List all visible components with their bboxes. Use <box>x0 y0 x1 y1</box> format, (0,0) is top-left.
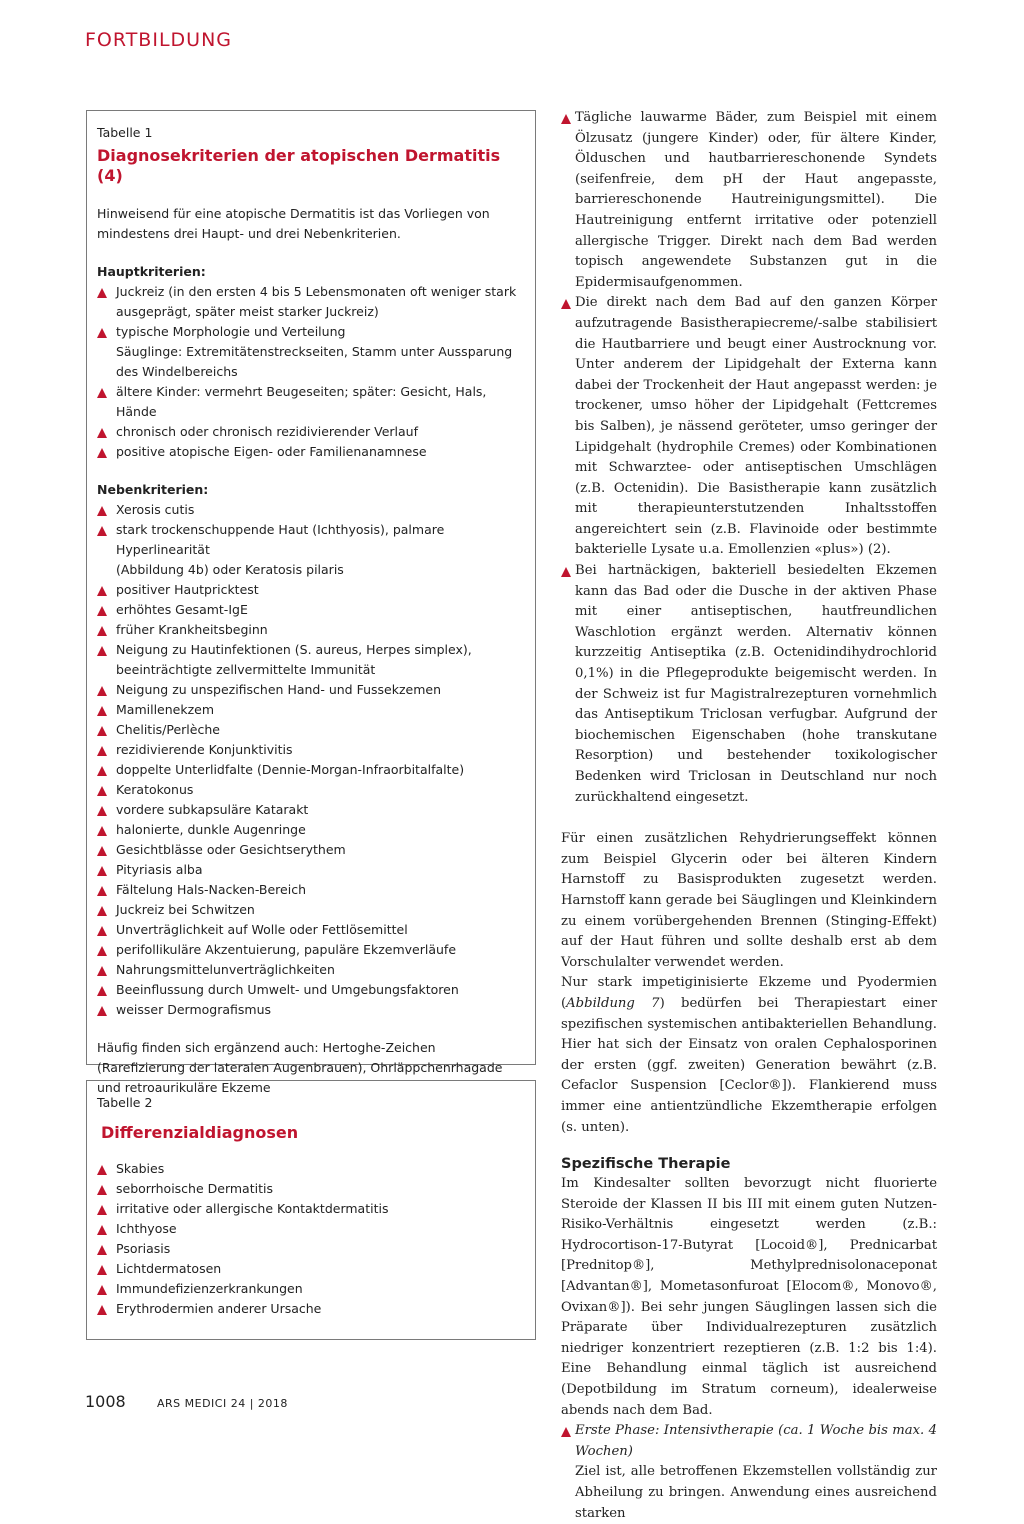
table-1-box <box>86 110 536 1095</box>
triangle-bullet-icon <box>97 866 107 876</box>
triangle-bullet-icon <box>97 388 107 398</box>
list-item: Erythrodermien anderer Ursache <box>97 1299 523 1319</box>
triangle-bullet-icon <box>97 526 107 536</box>
list-item: doppelte Unterlidfalte (Dennie-Morgan-Infraorbitalfalte) <box>97 760 523 780</box>
triangle-bullet-icon <box>561 567 571 577</box>
triangle-bullet-icon <box>97 966 107 976</box>
triangle-bullet-icon <box>97 428 107 438</box>
table-1-footnote: Häufig finden sich ergänzend auch: Hertoghe-Zeichen (Rarefizierung der lateralen Augenbrauen), Ohrläppchenrhagade und retroaurikuläre Ekzeme <box>97 1040 503 1095</box>
figure-reference: Abbildung 7 <box>566 995 660 1011</box>
list-item: Immundefizienzerkrankungen <box>97 1279 523 1299</box>
list-item: Pityriasis alba <box>97 860 523 880</box>
triangle-bullet-icon <box>97 1305 107 1315</box>
list-item: weisser Dermografismus <box>97 1000 523 1020</box>
triangle-bullet-icon <box>97 606 107 616</box>
triangle-bullet-icon <box>97 906 107 916</box>
triangle-bullet-icon <box>561 299 571 309</box>
list-item: positiver Hautpricktest <box>97 580 523 600</box>
triangle-bullet-icon <box>97 288 107 298</box>
triangle-bullet-icon <box>97 448 107 458</box>
triangle-bullet-icon <box>97 726 107 736</box>
table-2-box <box>86 1080 536 1340</box>
table-1-label: Tabelle 1 <box>97 125 153 140</box>
list-item: rezidivierende Konjunktivitis <box>97 740 523 760</box>
triangle-bullet-icon <box>97 706 107 716</box>
triangle-bullet-icon <box>97 1265 107 1275</box>
section-header: FORTBILDUNG <box>85 29 233 51</box>
triangle-bullet-icon <box>97 806 107 816</box>
body-paragraph: Für einen zusätzlichen Rehydrierungseffekt können zum Beispiel Glycerin oder bei älteren Kindern Harnstoff zu Basisprodukten zugesetzt werden. Harnstoff kann gerade bei Säuglingen und Kleinkindern zu einem vorübergehenden Brennen (Stinging-Effekt) auf der Haut führen und sollte deshalb erst ab dem Vorschulalter verwendet werden. <box>561 831 937 970</box>
page-footer <box>85 1392 288 1412</box>
triangle-bullet-icon <box>97 946 107 956</box>
minor-criteria-heading: Nebenkriterien: <box>97 482 209 497</box>
triangle-bullet-icon <box>561 114 571 124</box>
triangle-bullet-icon <box>97 586 107 596</box>
list-item: Beeinflussung durch Umwelt- und Umgebungsfaktoren <box>97 980 523 1000</box>
triangle-bullet-icon <box>97 1006 107 1016</box>
list-item: Neigung zu unspezifischen Hand- und Fussekzemen <box>97 680 523 700</box>
journal-info: ARS MEDICI 24 | 2018 <box>157 1397 288 1410</box>
list-item: Gesichtblässe oder Gesichtserythem <box>97 840 523 860</box>
list-item: Neigung zu Hautinfektionen (S. aureus, Herpes simplex), beeinträchtigte zellvermittelte Immunität <box>97 640 523 680</box>
triangle-bullet-icon <box>97 646 107 656</box>
triangle-bullet-icon <box>97 886 107 896</box>
list-item: Unverträglichkeit auf Wolle oder Fettlösemittel <box>97 920 523 940</box>
differential-diagnoses-list <box>97 1159 523 1319</box>
list-item-continuation: (Abbildung 4b) oder Keratosis pilaris <box>116 562 344 577</box>
list-item: Juckreiz (in den ersten 4 bis 5 Lebensmonaten oft weniger stark ausgeprägt, später meist starker Juckreiz) <box>97 282 523 322</box>
triangle-bullet-icon <box>97 826 107 836</box>
minor-criteria-list <box>97 500 523 1020</box>
triangle-bullet-icon <box>97 846 107 856</box>
list-item: Psoriasis <box>97 1239 523 1259</box>
body-bullet: Erste Phase: Intensivtherapie (ca. 1 Woche bis max. 4 Wochen) Ziel ist, alle betroffenen Ekzemstellen vollständig zur Abheilung zu bringen. Anwendung eines ausreichend starken <box>561 1421 937 1524</box>
triangle-bullet-icon <box>97 1225 107 1235</box>
main-criteria-heading: Hauptkriterien: <box>97 264 206 279</box>
list-item: ältere Kinder: vermehrt Beugeseiten; später: Gesicht, Hals, Hände <box>97 382 523 422</box>
triangle-bullet-icon <box>561 1427 571 1437</box>
list-item: stark trockenschuppende Haut (Ichthyosis), palmare Hyperlinearität <box>97 520 523 560</box>
list-item: Xerosis cutis <box>97 500 523 520</box>
list-item: Ichthyose <box>97 1219 523 1239</box>
list-item: chronisch oder chronisch rezidivierender Verlauf <box>97 422 523 442</box>
table-1-intro: Hinweisend für eine atopische Dermatitis ist das Vorliegen von mindestens drei Haupt- und drei Nebenkriterien. <box>97 206 490 241</box>
list-item: erhöhtes Gesamt-IgE <box>97 600 523 620</box>
table-1-title: Diagnosekriterien der atopischen Dermatitis (4) <box>97 146 501 185</box>
triangle-bullet-icon <box>97 746 107 756</box>
triangle-bullet-icon <box>97 926 107 936</box>
list-item: Skabies <box>97 1159 523 1179</box>
body-paragraph: Im Kindesalter sollten bevorzugt nicht fluorierte Steroide der Klassen II bis III mit einem guten Nutzen-Risiko-Verhältnis eingesetzt werden (z.B.: Hydrocortison-17-Butyrat [Locoid®], Prednicarbat [Prednitop®], Methylprednisolonacеponat [Advantan®], Mometasonfuroat [Elocom®, Monovo®, Ovixan®]). Bei sehr jungen Säuglingen lassen sich die Präparate über Individualrezepturen zusätzlich niedriger konzentriert rezeptieren (z.B. 1:2 bis 1:4). Eine Behandlung einmal täglich ist ausreichend (Depotbildung im Stratum corneum), idealerweise abends nach dem Bad. <box>561 1176 937 1418</box>
table-2-label: Tabelle 2 <box>97 1095 153 1110</box>
list-item: Fältelung Hals-Nacken-Bereich <box>97 880 523 900</box>
triangle-bullet-icon <box>97 1165 107 1175</box>
triangle-bullet-icon <box>97 986 107 996</box>
body-bullet: Tägliche lauwarme Bäder, zum Beispiel mit einem Ölzusatz (jungere Kinder) oder, für ältere Kinder, Ölduschen und hautbarriereschonende Syndets (seifenfreie, dem pH der Haut angepasste, barriereschonende Hautreinigungsmittel). Die Hautreinigung entfernt irritative oder potenziell allergische Trigger. Direkt nach dem Bad werden topisch angewendete Substanzen gut in die Epidermisaufgenommen. <box>561 108 937 293</box>
table-2-title: Differenzialdiagnosen <box>101 1123 299 1142</box>
triangle-bullet-icon <box>97 686 107 696</box>
list-item: Nahrungsmittelunverträglichkeiten <box>97 960 523 980</box>
main-criteria-list <box>97 282 523 462</box>
page-number: 1008 <box>85 1392 126 1411</box>
list-item: typische Morphologie und Verteilung <box>97 322 523 342</box>
section-heading: Spezifische Therapie <box>561 1156 731 1173</box>
list-item: positive atopische Eigen- oder Familienanamnese <box>97 442 523 462</box>
list-item: Juckreiz bei Schwitzen <box>97 900 523 920</box>
triangle-bullet-icon <box>97 506 107 516</box>
triangle-bullet-icon <box>97 626 107 636</box>
list-item: irritative oder allergische Kontaktdermatitis <box>97 1199 523 1219</box>
triangle-bullet-icon <box>97 766 107 776</box>
triangle-bullet-icon <box>97 786 107 796</box>
body-paragraph: Nur stark impetiginisierte Ekzeme und Pyodermien (Abbildung 7) bedürfen bei Therapiestart einer spezifischen systemischen antibakteriellen Behandlung. Hier hat sich der Einsatz von oralen Cephalosporinen der ersten (ggf. zweiten) Generation bewährt (z.B. Cefaclor Suspension [Ceclor®]). Flankierend muss immer eine antientzündliche Ekzemtherapie erfolgen (s. unten). <box>561 975 937 1135</box>
triangle-bullet-icon <box>97 1245 107 1255</box>
list-item: Lichtdermatosen <box>97 1259 523 1279</box>
body-text-column <box>561 108 937 1524</box>
list-item: vordere subkapsuläre Katarakt <box>97 800 523 820</box>
list-item: perifollikuläre Akzentuierung, papuläre Ekzemverläufe <box>97 940 523 960</box>
body-bullet: Die direkt nach dem Bad auf den ganzen Körper aufzutragende Basistherapiecreme/-salbe stabilisiert die Hautbarriere und beugt einer Austrocknung vor. Unter anderem der Lipidgehalt der Externa kann dabei der Trockenheit der Haut angepasst werden: je trockener, umso höher der Lipidgehalt (Fettcremes bis Salben), je nässend geröteter, umso geringer der Lipidgehalt (hydrophile Cremes) oder Kombinationen mit Schwarztee- oder antiseptischen Umschlägen (z.B. Octenidin). Die Basistherapie kann zusätzlich mit therapieunterstutzenden Inhaltsstoffen angereichtert sein (z.B. Flavinoide oder bestimmte bakterielle Lysate u.a. Emollenzien «plus») (2). <box>561 293 937 561</box>
list-item: seborrhoische Dermatitis <box>97 1179 523 1199</box>
list-item: halonierte, dunkle Augenringe <box>97 820 523 840</box>
list-item: Chelitis/Perlèche <box>97 720 523 740</box>
triangle-bullet-icon <box>97 1185 107 1195</box>
list-item: Mamillenekzem <box>97 700 523 720</box>
list-item: früher Krankheitsbeginn <box>97 620 523 640</box>
body-bullet: Bei hartnäckigen, bakteriell besiedelten Ekzemen kann das Bad oder die Dusche in der aktiven Phase mit einer antiseptischen, hautfreundlichen Waschlotion ergänzt werden. Alternativ können kurzzeitig Antiseptika (z.B. Octenidindihydrochlorid 0,1%) in die Pflegeprodukte beigemischt werden. In der Schweiz ist fur Magistralrezepturen vornehmlich das Antiseptikum Triclosan verfugbar. Aufgrund der biochemischen Eigenschaben (hohe transkutane Resorption) und bestehender toxikologischer Bedenken wird Triclosan in Deutschland nur noch zurückhaltend eingesetzt. <box>561 561 937 808</box>
triangle-bullet-icon <box>97 328 107 338</box>
triangle-bullet-icon <box>97 1205 107 1215</box>
list-item-continuation: Säuglinge: Extremitätenstreckseiten, Stamm unter Aussparung des Windelbereichs <box>116 344 513 379</box>
triangle-bullet-icon <box>97 1285 107 1295</box>
list-item: Keratokonus <box>97 780 523 800</box>
